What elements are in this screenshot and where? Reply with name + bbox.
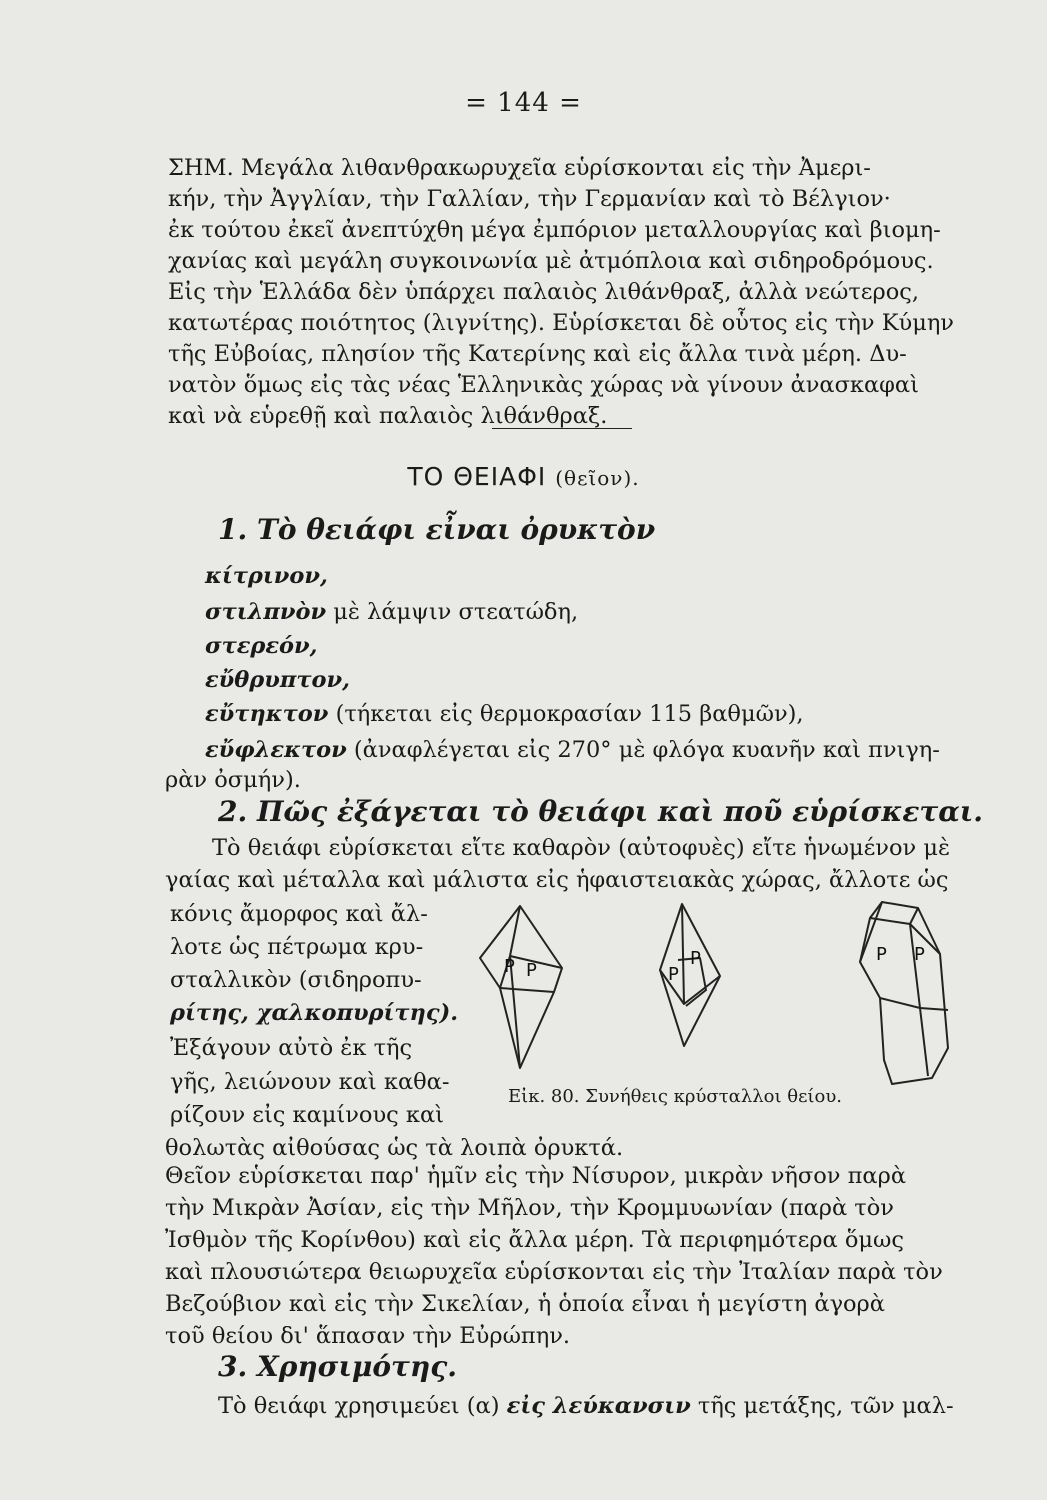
- property-term: κίτρινον,: [205, 563, 328, 589]
- face-label: P: [504, 956, 515, 977]
- body-line: θολωτὰς αἰθούσας ὡς τὰ λοιπὰ ὀρυκτά.: [165, 1135, 624, 1161]
- note-line: ἐκ τούτου ἐκεῖ ἀνεπτύχθη μέγα ἐμπόριον μεταλλουργίας καὶ βιομη-: [168, 217, 941, 243]
- property-desc: (τήκεται εἰς θερμοκρασίαν 115 βαθμῶν),: [328, 701, 804, 727]
- body-line: λοτε ὡς πέτρωμα κρυ-: [170, 934, 424, 960]
- chapter-title-main: ΤΟ ΘΕΙΑΦΙ: [407, 462, 547, 491]
- property-item: [205, 630, 1025, 662]
- face-label: P: [526, 960, 537, 981]
- body-line: ρίτης, χαλκοπυρίτης).: [170, 1000, 459, 1026]
- property-term: στιλπνὸν: [205, 599, 327, 625]
- body-line: Τὸ θειάφι χρησιμεύει (α) εἰς λεύκανσιν τῆς μετάξης, τῶν μαλ-: [218, 1393, 954, 1419]
- body-line: Ἰσθμὸν τῆς Κορίνθου) καὶ εἰς ἄλλα μέρη. Τὰ περιφημότερα ὅμως: [165, 1227, 904, 1253]
- section-3-heading: 3. Χρησιμότης.: [218, 1350, 458, 1383]
- note-line: ΣΗΜ. Μεγάλα λιθανθρακωρυχεῖα εὑρίσκονται εἰς τὴν Ἀμερι-: [168, 155, 871, 181]
- face-label: P: [876, 944, 887, 965]
- property-item: [205, 596, 1025, 628]
- chapter-title-sub: (θεῖον).: [555, 466, 640, 490]
- body-line: καὶ πλουσιώτερα θειωρυχεῖα εὑρίσκονται εἰς τὴν Ἰταλίαν παρὰ τὸν: [165, 1259, 943, 1285]
- property-item: [205, 664, 1025, 696]
- property-desc: (ἀναφλέγεται εἰς 270° μὲ φλόγα κυανῆν καὶ πνιγη-: [346, 737, 940, 763]
- section-2-heading: 2. Πῶς ἐξάγεται τὸ θειάφι καὶ ποῦ εὑρίσκεται.: [218, 795, 984, 828]
- note-line: τῆς Εὐβοίας, πλησίον τῆς Κατερίνης καὶ εἰς ἄλλα τινὰ μέρη. Δυ-: [168, 341, 907, 367]
- note-line: καὶ νὰ εὑρεθῇ καὶ παλαιὸς λιθάνθραξ.: [168, 403, 608, 429]
- note-line: κατωτέρας ποιότητος (λιγνίτης). Εὑρίσκεται δὲ οὗτος εἰς τὴν Κύμην: [168, 310, 954, 336]
- face-label: P: [914, 944, 925, 965]
- figure-caption: Εἰκ. 80. Συνήθεις κρύσταλλοι θείου.: [508, 1086, 842, 1107]
- section-divider: [492, 428, 632, 429]
- face-label: P: [668, 964, 679, 985]
- note-line: χανίας καὶ μεγάλη συγκοινωνία μὲ ἀτμόπλοια καὶ σιδηροδρόμους.: [168, 248, 934, 274]
- property-item: [205, 734, 1025, 766]
- page-number: = 144 =: [465, 88, 582, 118]
- property-item: [205, 698, 1025, 730]
- body-line: τὴν Μικρὰν Ἀσίαν, εἰς τὴν Μῆλον, τὴν Κρομμυωνίαν (παρὰ τὸν: [165, 1195, 894, 1221]
- body-line: Θεῖον εὑρίσκεται παρ' ἡμῖν εἰς τὴν Νίσυρον, μικρὰν νῆσον παρὰ: [165, 1163, 907, 1189]
- property-term: εὔτηκτον: [205, 701, 329, 727]
- property-term: εὔφλεκτον: [205, 737, 347, 763]
- crystal-bipyramid: [480, 906, 562, 1068]
- note-line: Εἰς τὴν Ἑλλάδα δὲν ὑπάρχει παλαιὸς λιθάνθραξ, ἀλλὰ νεώτερος,: [168, 279, 919, 305]
- note-line: νατὸν ὅμως εἰς τὰς νέας Ἑλληνικὰς χώρας νὰ γίνουν ἀνασκαφαὶ: [168, 372, 919, 398]
- body-line: γαίας καὶ μέταλλα καὶ μάλιστα εἰς ἡφαιστειακὰς χώρας, ἄλλοτε ὡς: [165, 867, 949, 893]
- section-1-heading: 1. Τὸ θειάφι εἶναι ὀρυκτὸν: [218, 513, 656, 546]
- body-line: κόνις ἄμορφος καὶ ἄλ-: [170, 901, 428, 927]
- property-term: στερεόν,: [205, 633, 318, 659]
- body-line: τοῦ θείου δι' ἅπασαν τὴν Εὐρώπην.: [165, 1323, 571, 1349]
- body-line: Τὸ θειάφι εὑρίσκεται εἴτε καθαρὸν (αὐτοφυὲς) εἴτε ἡνωμένον μὲ: [212, 835, 951, 861]
- crystal-truncated: [860, 902, 948, 1084]
- body-line: γῆς, λειώνουν καὶ καθα-: [170, 1069, 450, 1095]
- note-line: κήν, τὴν Ἀγγλίαν, τὴν Γαλλίαν, τὴν Γερμανίαν καὶ τὸ Βέλγιον·: [168, 186, 891, 212]
- body-line: ρίζουν εἰς καμίνους καὶ: [170, 1102, 444, 1128]
- property-term: εὔθρυπτον,: [205, 667, 350, 693]
- property-desc: μὲ λάμψιν στεατώδη,: [326, 599, 579, 625]
- body-line: Ἐξάγουν αὐτὸ ἐκ τῆς: [170, 1035, 413, 1061]
- crystal-figure: [470, 898, 990, 1086]
- property-continuation: ρὰν ὀσμήν).: [165, 767, 301, 793]
- property-item: [205, 560, 1025, 592]
- chapter-title: [0, 462, 1047, 491]
- face-label: P: [690, 948, 701, 969]
- body-line: σταλλικὸν (σιδηροπυ-: [170, 967, 422, 993]
- body-line: Βεζούβιον καὶ εἰς τὴν Σικελίαν, ἡ ὁποία εἶναι ἡ μεγίστη ἀγορὰ: [165, 1291, 885, 1317]
